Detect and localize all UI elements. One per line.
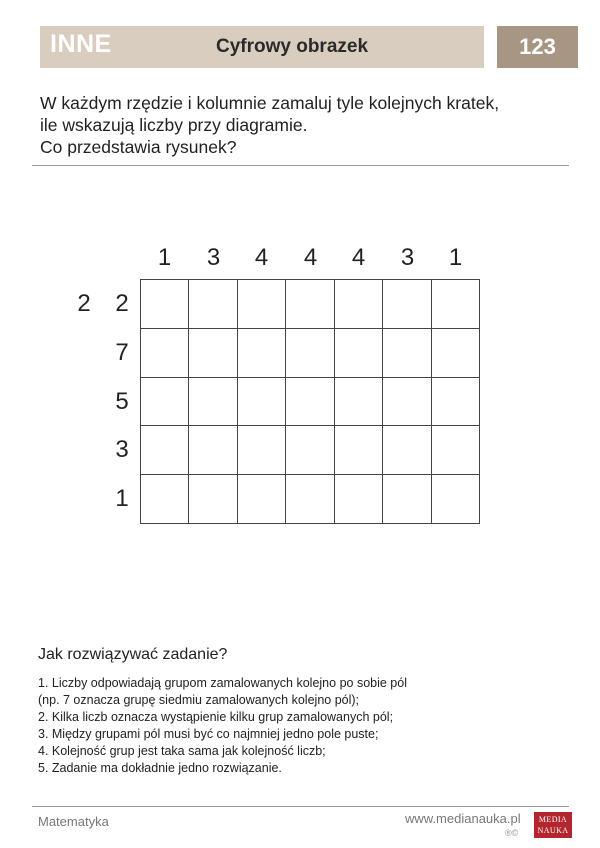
step-line: 2. Kilka liczb oznacza wystąpienie kilku grup zamalowanych pól; [38,710,394,724]
grid-cell[interactable] [141,280,189,329]
column-clue: 1 [157,244,172,271]
column-clue: 3 [206,244,221,271]
website-link[interactable]: www.medianauka.pl [405,811,521,826]
medianauka-logo [534,812,572,838]
step-line: 3. Między grupami pól musi być co najmniej jedno pole puste; [38,727,379,741]
logo-line: NAUKA [537,826,569,835]
grid-cell[interactable] [432,378,480,427]
column-clue: 1 [448,244,463,271]
grid-cell[interactable] [286,280,334,329]
nonogram-grid [140,279,480,524]
grid-cell[interactable] [238,280,286,329]
grid-cell[interactable] [238,329,286,378]
row-clue: 2 [115,290,129,317]
footer-divider [32,806,569,807]
grid-cell[interactable] [335,475,383,524]
grid-cell[interactable] [383,475,431,524]
grid-cell[interactable] [286,329,334,378]
column-clue: 4 [303,244,318,271]
howto-steps [38,675,558,777]
page-title: Cyfrowy obrazek [215,36,369,57]
grid-cell[interactable] [432,329,480,378]
grid-cell[interactable] [335,426,383,475]
grid-cell[interactable] [141,378,189,427]
grid-cell[interactable] [432,280,480,329]
step-line: 4. Kolejność grup jest taka sama jak kolejność liczb; [38,744,326,758]
grid-cell[interactable] [286,378,334,427]
grid-cell[interactable] [189,378,237,427]
grid-cell[interactable] [141,475,189,524]
row-clue: 3 [115,436,129,463]
grid-cell[interactable] [383,378,431,427]
exercise-number: 123 [497,26,578,68]
grid-cell[interactable] [286,426,334,475]
grid-cell[interactable] [383,280,431,329]
grid-cell[interactable] [432,475,480,524]
divider [32,165,569,166]
grid-cell[interactable] [141,426,189,475]
grid-cell[interactable] [141,329,189,378]
category-label: INNE [50,30,112,58]
copyright-mark: ®© [505,828,519,838]
grid-cell[interactable] [335,329,383,378]
grid-cell[interactable] [189,280,237,329]
instruction-line: Co przedstawia rysunek? [40,137,237,157]
grid-cell[interactable] [335,378,383,427]
instruction-line: ile wskazują liczby przy diagramie. [40,115,308,135]
grid-cell[interactable] [286,475,334,524]
step-line: 1. Liczby odpowiadają grupom zamalowanych kolejno po sobie pól [38,676,407,690]
grid-cell[interactable] [335,280,383,329]
grid-cell[interactable] [238,426,286,475]
logo-line: MEDIA [538,815,568,824]
step-line: 5. Zadanie ma dokładnie jedno rozwiązanie. [38,761,282,775]
column-clue: 4 [351,244,366,271]
howto-title: Jak rozwiązywać zadanie? [38,646,228,663]
row-clue: 1 [115,485,129,512]
instructions [40,92,560,158]
header-bar [40,26,484,68]
instruction-line: W każdym rzędzie i kolumnie zamaluj tyle kolejnych kratek, [40,93,500,113]
grid-cell[interactable] [189,475,237,524]
grid-cell[interactable] [383,329,431,378]
grid-cell[interactable] [432,426,480,475]
step-line: (np. 7 oznacza grupę siedmiu zamalowanych kolejno pól); [38,693,360,707]
row-clue: 5 [115,388,129,415]
grid-cell[interactable] [189,426,237,475]
grid-cell[interactable] [238,378,286,427]
subject-label: Matematyka [38,814,109,829]
column-clue: 4 [254,244,269,271]
grid-cell[interactable] [189,329,237,378]
grid-cell[interactable] [238,475,286,524]
row-clue: 2 [77,290,91,317]
row-clue: 7 [115,339,129,366]
grid-cell[interactable] [383,426,431,475]
column-clue: 3 [400,244,415,271]
